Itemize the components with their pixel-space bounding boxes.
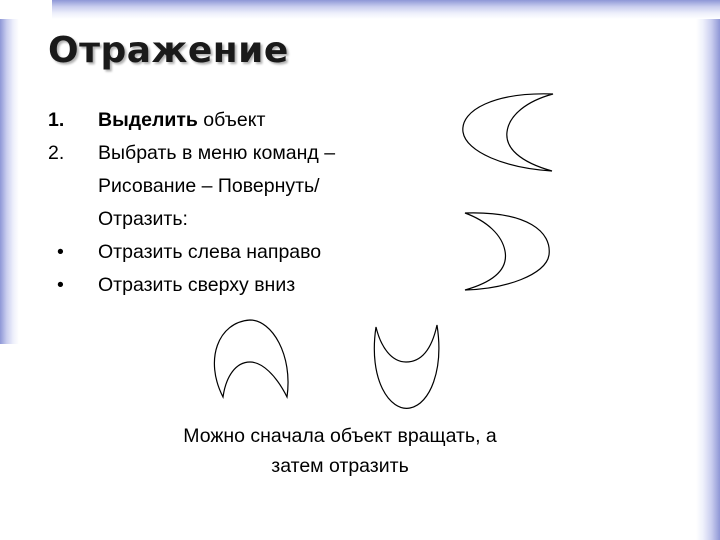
step-2-text-line-3: Отразить:: [98, 208, 188, 230]
step-2-marker: 2.: [48, 142, 65, 164]
slide-title: Отражение: [48, 30, 289, 71]
note-line-1: Можно сначала объект вращать, а: [183, 425, 497, 447]
bullet-1-text: Отразить слева направо: [98, 241, 322, 263]
step-1-rest: объект: [197, 109, 266, 131]
step-1-bold-word: Выделить: [98, 109, 198, 131]
arch-down-shape: [374, 325, 439, 408]
bullet-2-marker: •: [57, 274, 64, 296]
step-1-marker: 1.: [48, 109, 65, 131]
note-line-2: затем отразить: [271, 455, 409, 477]
crescent-original-shape: [463, 94, 553, 171]
crescent-flipped-horizontal-shape: [465, 213, 549, 290]
note-text: [140, 421, 540, 481]
step-2-text-line-1: Выбрать в меню команд –: [98, 142, 336, 164]
step-2-text-line-2: Рисование – Повернуть/: [98, 175, 320, 197]
arch-up-shape: [214, 320, 288, 397]
bullet-2-text: Отразить сверху вниз: [98, 274, 296, 296]
bullet-1-marker: •: [57, 241, 64, 263]
